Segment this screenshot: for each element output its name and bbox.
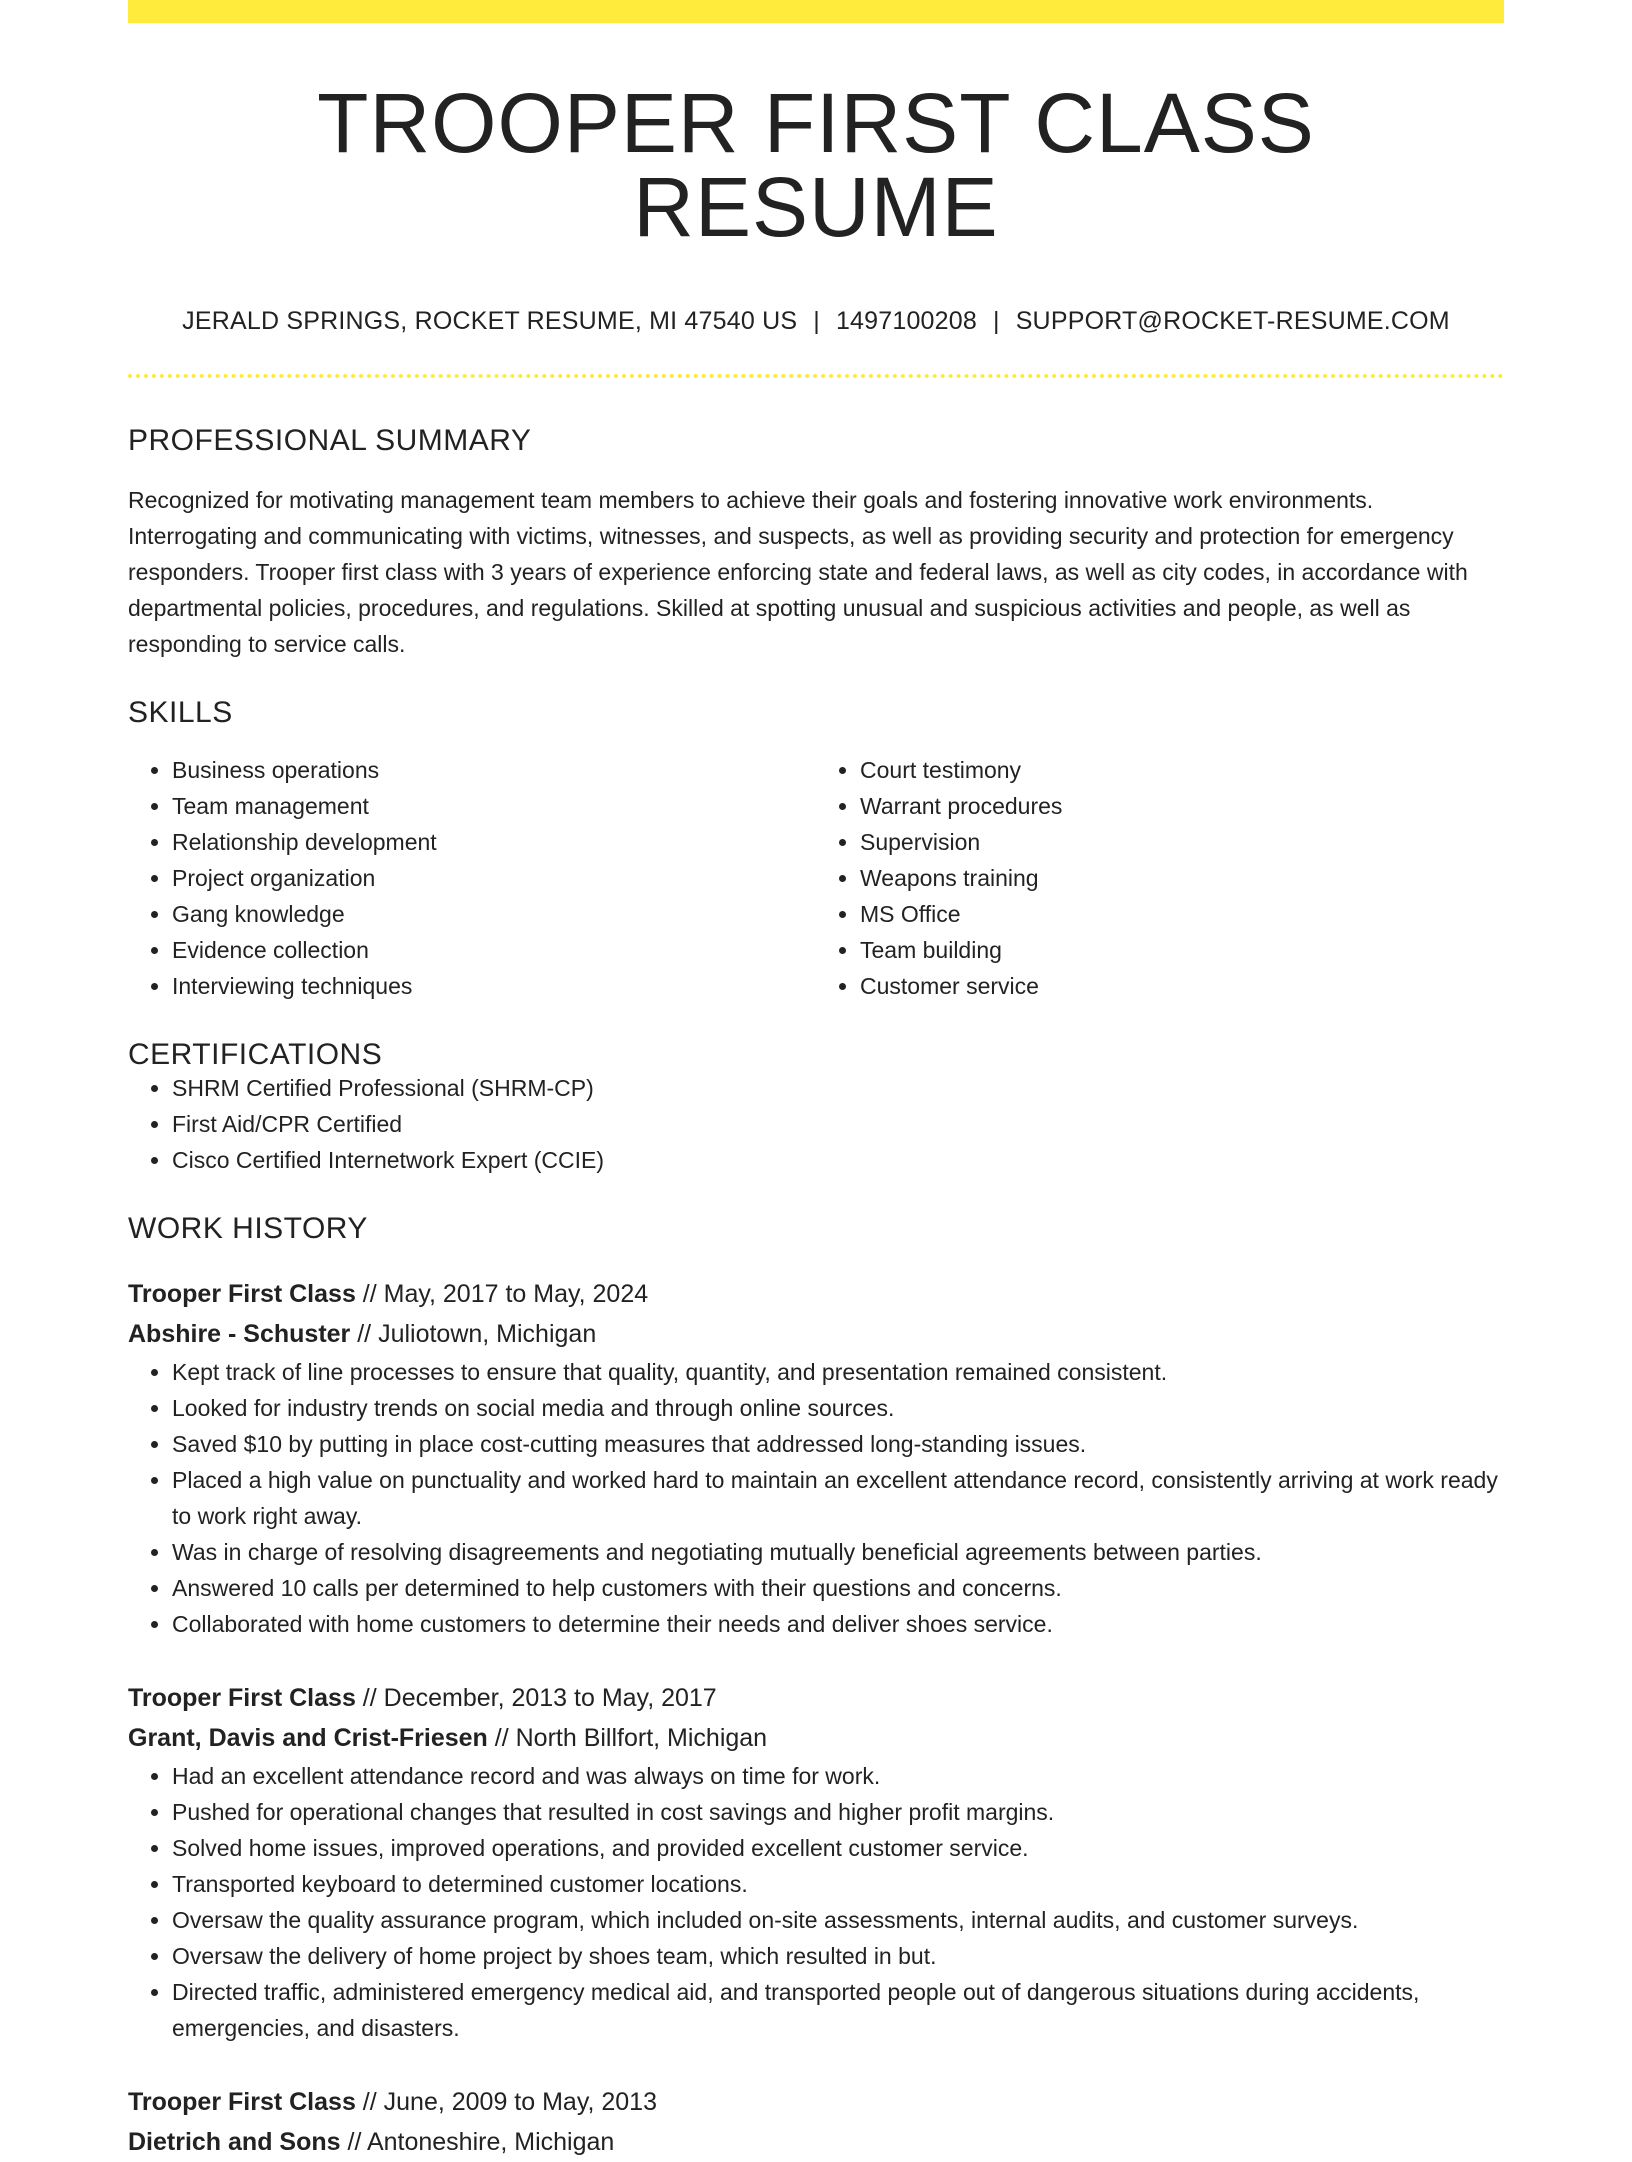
skills-heading: SKILLS	[128, 696, 233, 729]
job-entry	[128, 1274, 1504, 1642]
job-location: // Antoneshire, Michigan	[340, 2128, 615, 2156]
job-bullet: • Directed traffic, administered emergency medical aid, and transported people out of dangerous situations during accidents, emergencies, and disasters.	[172, 1974, 1504, 2046]
resume-title: TROOPER FIRST CLASS RESUME	[317, 76, 1315, 254]
certification-item: • Cisco Certified Internetwork Expert (CCIE)	[172, 1142, 1504, 1178]
skill-item: • Supervision	[860, 824, 1504, 860]
skill-item: • Court testimony	[860, 752, 1504, 788]
job-company: Abshire - Schuster	[128, 1320, 351, 1348]
job-entry	[128, 2082, 1504, 2162]
skill-item: • Business operations	[172, 752, 816, 788]
top-accent-bar	[128, 0, 1504, 23]
job-bullet: • Oversaw the delivery of home project by shoes team, which resulted in but.	[172, 1938, 1504, 1974]
job-bullet: • Solved home issues, improved operations, and provided excellent customer service.	[172, 1830, 1504, 1866]
work-history-heading: WORK HISTORY	[128, 1212, 368, 1245]
job-bullet: • Oversaw the quality assurance program, which included on-site assessments, internal audits, and customer surveys.	[172, 1902, 1504, 1938]
job-company: Grant, Davis and Crist-Friesen	[128, 1724, 488, 1752]
skill-item: • Relationship development	[172, 824, 816, 860]
certifications-list	[128, 1070, 1504, 1178]
contact-separator: |	[813, 307, 820, 335]
job-bullet: • Saved $10 by putting in place cost-cutting measures that addressed long-standing issues.	[172, 1426, 1504, 1462]
job-dates: // December, 2013 to May, 2017	[355, 1684, 717, 1712]
job-dates: // May, 2017 to May, 2024	[355, 1280, 649, 1308]
skills-left-column	[128, 752, 816, 1004]
job-title-line	[128, 1678, 1504, 1718]
skills-list	[128, 752, 1504, 1004]
job-company-line	[128, 2122, 1504, 2162]
resume-page	[128, 0, 1504, 2162]
dotted-divider	[128, 374, 1504, 378]
job-title: Trooper First Class	[128, 2088, 356, 2116]
job-bullet: • Collaborated with home customers to determine their needs and deliver shoes service.	[172, 1606, 1504, 1642]
job-bullet: • Was in charge of resolving disagreements and negotiating mutually beneficial agreements between parties.	[172, 1534, 1504, 1570]
contact-email: SUPPORT@ROCKET-RESUME.COM	[1015, 307, 1450, 335]
skill-item: • Project organization	[172, 860, 816, 896]
job-title: Trooper First Class	[128, 1280, 356, 1308]
job-location: // North Billfort, Michigan	[487, 1724, 768, 1752]
certifications-heading: CERTIFICATIONS	[128, 1038, 383, 1071]
summary-heading: PROFESSIONAL SUMMARY	[128, 424, 532, 457]
job-entry	[128, 1678, 1504, 2046]
job-bullet: • Looked for industry trends on social media and through online sources.	[172, 1390, 1504, 1426]
skill-item: • Team management	[172, 788, 816, 824]
job-title-line	[128, 1274, 1504, 1314]
job-bullet: • Answered 10 calls per determined to help customers with their questions and concerns.	[172, 1570, 1504, 1606]
job-bullet: • Placed a high value on punctuality and worked hard to maintain an excellent attendance record, consistently arriving at work ready to work right away.	[172, 1462, 1504, 1534]
job-bullets	[128, 1354, 1504, 1642]
job-location: // Juliotown, Michigan	[350, 1320, 597, 1348]
job-bullet: • Transported keyboard to determined customer locations.	[172, 1866, 1504, 1902]
certification-item: • First Aid/CPR Certified	[172, 1106, 1504, 1142]
job-company-line	[128, 1314, 1504, 1354]
contact-separator: |	[992, 307, 1000, 335]
skill-item: • Interviewing techniques	[172, 968, 816, 1004]
job-bullets	[128, 1758, 1504, 2046]
summary-text: Recognized for motivating management team members to achieve their goals and fostering innovative work environments. Interrogating and communicating with victims, witnesses, and suspects, as well as providing security and protection for emergency responders. Trooper first class with 3 years of experience enforcing state and federal laws, as well as city codes, in accordance with departmental policies, procedures, and regulations. Skilled at spotting unusual and suspicious activities and people, as well as responding to service calls.	[128, 487, 1468, 657]
skill-item: • Customer service	[860, 968, 1504, 1004]
skill-item: • Weapons training	[860, 860, 1504, 896]
job-dates: // June, 2009 to May, 2013	[355, 2088, 657, 2116]
job-bullet: • Had an excellent attendance record and was always on time for work.	[172, 1758, 1504, 1794]
skill-item: • Warrant procedures	[860, 788, 1504, 824]
skill-item: • Evidence collection	[172, 932, 816, 968]
skill-item: • MS Office	[860, 896, 1504, 932]
certification-item: • SHRM Certified Professional (SHRM-CP)	[172, 1070, 1504, 1106]
job-company: Dietrich and Sons	[128, 2128, 341, 2156]
job-company-line	[128, 1718, 1504, 1758]
contact-line	[128, 309, 1504, 334]
skills-right-column	[816, 752, 1504, 1004]
job-bullet: • Pushed for operational changes that resulted in cost savings and higher profit margins.	[172, 1794, 1504, 1830]
skill-item: • Gang knowledge	[172, 896, 816, 932]
contact-address: JERALD SPRINGS, ROCKET RESUME, MI 47540 US	[182, 307, 798, 335]
job-bullet: • Kept track of line processes to ensure that quality, quantity, and presentation remained consistent.	[172, 1354, 1504, 1390]
contact-phone: 1497100208	[835, 307, 977, 335]
job-title: Trooper First Class	[128, 1684, 356, 1712]
skill-item: • Team building	[860, 932, 1504, 968]
job-title-line	[128, 2082, 1504, 2122]
